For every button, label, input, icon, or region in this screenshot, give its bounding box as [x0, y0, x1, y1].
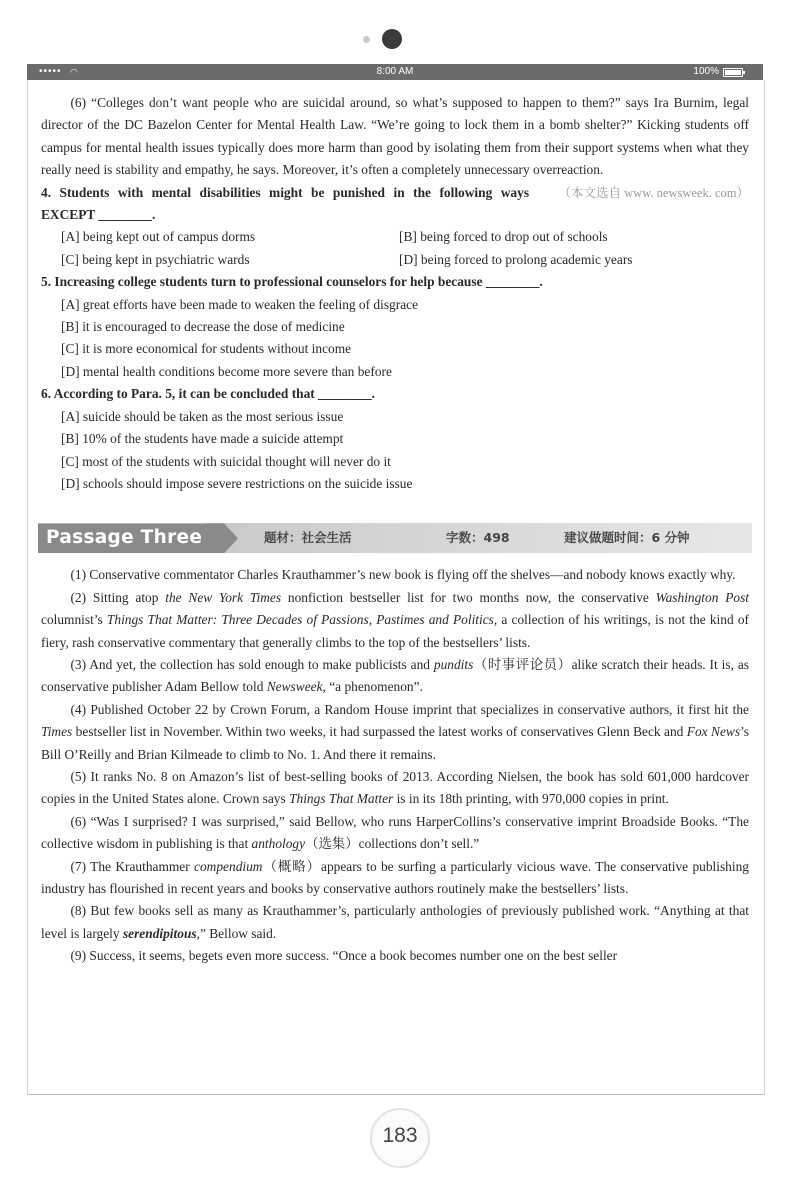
battery-percentage: 100% — [693, 66, 719, 77]
question-5-stem: 5. Increasing college students turn to professional counselors for help because ________. — [41, 274, 543, 290]
passage3-paragraph-4: (4) Published October 22 by Crown Forum, a Random House imprint that specializes in conservative authors, it first hit the Times bestseller list in November. Within two weeks, it had surpassed the latest works of conservatives Glenn Beck and Fox News’s Bill O’Reilly and Brian Kilmeade to climb to No. 1. And there it remains. — [41, 701, 749, 762]
passage-topic: 题材：社会生活 — [264, 530, 352, 546]
question-6-option-b: [B] 10% of the students have made a suicide attempt — [61, 431, 344, 447]
page-number-badge — [370, 1108, 430, 1168]
passage-suggested-time: 建议做题时间：6 分钟 — [564, 530, 690, 546]
question-4-stem: 4. Students with mental disabilities might be punished in the following ways EXCEPT ________. — [41, 184, 530, 223]
question-5-option-a: [A] great efforts have been made to weaken the feeling of disgrace — [61, 296, 419, 312]
passage-banner — [38, 521, 749, 555]
wifi-icon: ◠ — [70, 67, 78, 77]
source-citation: （本文选自 www. newsweek. com） — [558, 185, 749, 200]
question-4-option-b: [B] being forced to drop out of schools — [399, 229, 608, 245]
tablet-sensor-dot — [363, 36, 370, 43]
question-5-option-b: [B] it is encouraged to decrease the dose of medicine — [61, 319, 345, 335]
passage-title: Passage Three — [46, 527, 203, 549]
question-6-stem: 6. According to Para. 5, it can be concluded that ________. — [41, 386, 376, 402]
question-4-options-row-1 — [41, 226, 749, 248]
question-6-option-a: [A] suicide should be taken as the most serious issue — [61, 408, 344, 424]
question-5-option-c: [C] it is more economical for students without income — [61, 341, 352, 357]
question-4-options-row-2 — [41, 249, 749, 271]
tablet-camera — [382, 29, 402, 49]
battery-icon — [723, 68, 743, 77]
passage-paragraph-6: (6) “Colleges don’t want people who are suicidal around, so what’s supposed to happen to them?” says Ira Burnim, legal director of the DC Bazelon Center for Mental Health Law. “We’re going to lock them in a bomb shelter?” Kicking students off campus for mental health issues typically does more harm than good by isolating them from their support systems when what they really need is stability and empathy, he says. Moreover, it’s often a completely unnecessary overreaction. （本文选自 www. newsweek. com） — [41, 92, 749, 182]
signal-strength: ••••• — [39, 66, 62, 77]
passage3-paragraph-9: (9) Success, it seems, begets even more success. “Once a book becomes number one on the best seller — [70, 948, 618, 964]
status-bar — [27, 64, 763, 80]
question-5-option-d: [D] mental health conditions become more severe than before — [61, 363, 392, 379]
passage-word-count: 字数：498 — [446, 530, 510, 546]
page-content — [41, 92, 749, 968]
page-number: 183 — [382, 1124, 418, 1147]
question-6-option-d: [D] schools should impose severe restrictions on the suicide issue — [61, 475, 413, 491]
question-6-option-c: [C] most of the students with suicidal thought will never do it — [61, 453, 391, 469]
passage3-paragraph-7: (7) The Krauthammer compendium（概略）appears to be surfing a particularly vicious wave. The conservative publishing industry has flourished in recent years and books by conservative authors routinely make the bestsellers’ lists. — [41, 858, 749, 896]
passage3-paragraph-1: (1) Conservative commentator Charles Krauthammer’s new book is flying off the shelves—and nobody knows exactly why. — [70, 567, 736, 583]
question-4-option-a: [A] being kept out of campus dorms — [61, 229, 256, 245]
passage3-paragraph-3: (3) And yet, the collection has sold enough to make publicists and pundits（时事评论员）alike scratch their heads. It is, as conservative publisher Adam Bellow told Newsweek, “a phenomenon”. — [41, 656, 749, 695]
passage3-paragraph-6: (6) “Was I surprised? I was surprised,” said Bellow, who runs HarperCollins’s conservative imprint Broadside Books. “The collective wisdom in publishing is that anthology（选集）collections don’t sell.” — [41, 813, 749, 852]
passage3-paragraph-5: (5) It ranks No. 8 on Amazon’s list of best-selling books of 2013. According Nielsen, the book has sold 601,000 hardcover copies in the United States alone. Crown says Things That Matter is in its 18th printing, with 970,000 copies in print. — [41, 768, 749, 807]
passage3-paragraph-2: (2) Sitting atop the New York Times nonfiction bestseller list for two months now, the conservative Washington Post columnist’s Things That Matter: Three Decades of Passions, Pastimes and Politics, a collection of his writings, is not the kind of fiery, rash conservative commentary that generally climbs to the top of the bestsellers’ lists. — [41, 589, 750, 650]
status-time: 8:00 AM — [376, 66, 414, 77]
question-4-option-c: [C] being kept in psychiatric wards — [61, 251, 250, 267]
question-4-option-d: [D] being forced to prolong academic years — [399, 251, 633, 267]
passage3-paragraph-8: (8) But few books sell as many as Krauthammer’s, particularly anthologies of previously published work. “Anything at that level is largely serendipitous,” Bellow said. — [41, 903, 749, 941]
